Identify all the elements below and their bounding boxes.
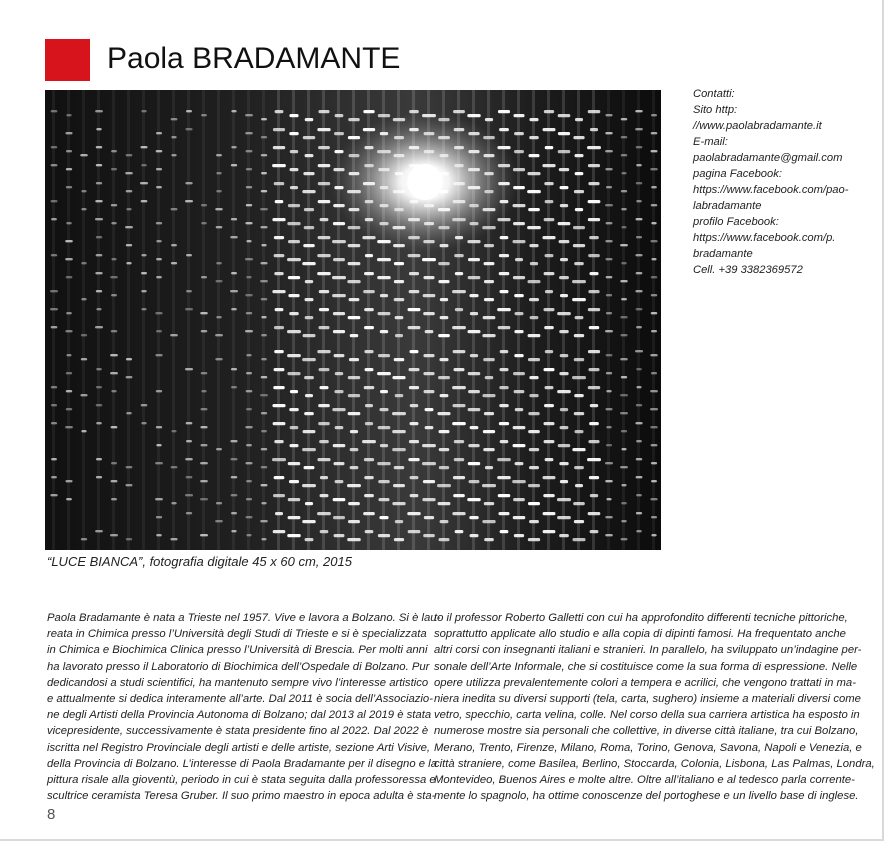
bio-line: vetro, specchio, carta velina, colle. Nel corso della sua carriera artistica ha esposto in xyxy=(434,709,860,722)
bio-line: vicepresidente, successivamente è stata presidente fino al 2022. Dal 2022 è xyxy=(47,725,429,738)
bio-line: e attualmente si dedica interamente all’arte. Dal 2011 è socia dell’Associazio- xyxy=(47,693,433,706)
page-number: 8 xyxy=(47,806,56,823)
website-link[interactable]: //www.paolabradamante.it xyxy=(693,120,822,132)
bio-line: opere utilizza prevalentemente colori a tempera e acrilici, che vengono trattati in ma- xyxy=(434,676,856,689)
facebook-page-label: pagina Facebook: xyxy=(693,168,782,180)
bio-line: sonale dell’Arte Informale, che si costituisce come la sua forma di espressione. Nelle xyxy=(434,660,858,673)
email-label: E-mail: xyxy=(693,136,728,148)
bio-line: in Chimica e Biochimica Clinica presso l’Università di Brescia. Per molti anni xyxy=(47,644,428,657)
website-label: Sito http: xyxy=(693,104,738,116)
bio-line: to il professor Roberto Galletti con cui ha approfondito differenti tecniche pittoriche, xyxy=(434,612,848,624)
accent-square xyxy=(45,39,90,81)
bio-line: reata in Chimica presso l’Università degli Studi di Trieste e si è specializzata xyxy=(47,628,427,641)
facebook-profile-link-cont[interactable]: bradamante xyxy=(693,248,753,260)
bio-line: Montevideo, Buenos Aires e molte altre. Oltre all’italiano e al tedesco parla corrente- xyxy=(434,774,855,787)
facebook-profile-link[interactable]: https://www.facebook.com/p. xyxy=(693,232,836,244)
bio-line: Merano, Trento, Firenze, Milano, Roma, Torino, Genova, Savona, Napoli e Venezia, e xyxy=(434,741,862,754)
bio-line: dedicandosi a studi scientifici, ha mantenuto sempre vivo l’interesse artistico xyxy=(47,676,429,689)
bio-line: ne degli Artisti della Provincia Autonoma di Bolzano; dal 2013 al 2019 è stata xyxy=(47,709,432,722)
bio-line: altri corsi con insegnanti italiani e stranieri. In parallelo, ha sviluppato un’indagine per- xyxy=(434,644,862,657)
artwork-photo-image xyxy=(45,90,661,550)
bio-line: iscritta nel Registro Provinciale degli artisti e delle artiste, sezione Arti Visive, xyxy=(47,741,431,754)
bio-line: soprattutto applicate allo studio e alla copia di dipinti famosi. Ha frequentato anche xyxy=(434,628,846,641)
bio-line: niera inedita su diversi supporti (tela, carta, sughero) insieme a materiali diversi come xyxy=(434,693,861,706)
bio-column-right xyxy=(434,610,875,804)
bio-line: numerose mostre sia personali che collettive, in diverse città italiane, tra cui Bolzano, xyxy=(434,725,859,738)
email-link[interactable]: paolabradamante@gmail.com xyxy=(693,152,843,164)
phone-number: Cell. +39 3382369572 xyxy=(693,264,803,276)
facebook-page-link-cont[interactable]: labradamante xyxy=(693,200,762,212)
artist-name-title: Paola BRADAMANTE xyxy=(107,42,401,75)
bio-line: pittura risale alla gioventù, periodo in cui è stata seguita dalla professoressa e xyxy=(47,774,436,787)
artwork-photo xyxy=(45,90,661,550)
artwork-caption: “LUCE BIANCA”, fotografia digitale 45 x 60 cm, 2015 xyxy=(47,554,352,569)
bio-line: della Provincia di Bolzano. L’interesse di Paola Bradamante per il disegno e la xyxy=(47,757,437,770)
facebook-page-link[interactable]: https://www.facebook.com/pao- xyxy=(693,184,849,196)
bio-line: scultrice ceramista Teresa Gruber. Il suo primo maestro in epoca adulta è sta- xyxy=(47,790,436,803)
contacts-label: Contatti: xyxy=(693,88,735,100)
bio-line: mente lo spagnolo, ha ottime conoscenze del portoghese e un livello base di inglese. xyxy=(434,790,859,803)
facebook-profile-label: profilo Facebook: xyxy=(693,216,779,228)
bio-line: Paola Bradamante è nata a Trieste nel 1957. Vive e lavora a Bolzano. Si è lau- xyxy=(47,612,441,624)
contacts-block xyxy=(693,86,873,278)
bio-line: ha lavorato presso il Laboratorio di Biochimica dell’Ospedale di Bolzano. Pur xyxy=(47,660,430,673)
bio-column-left xyxy=(47,610,441,804)
bio-line: città straniere, come Basilea, Berlino, Stoccarda, Colonia, Lisbona, Las Palmas, Londra, xyxy=(434,757,875,770)
